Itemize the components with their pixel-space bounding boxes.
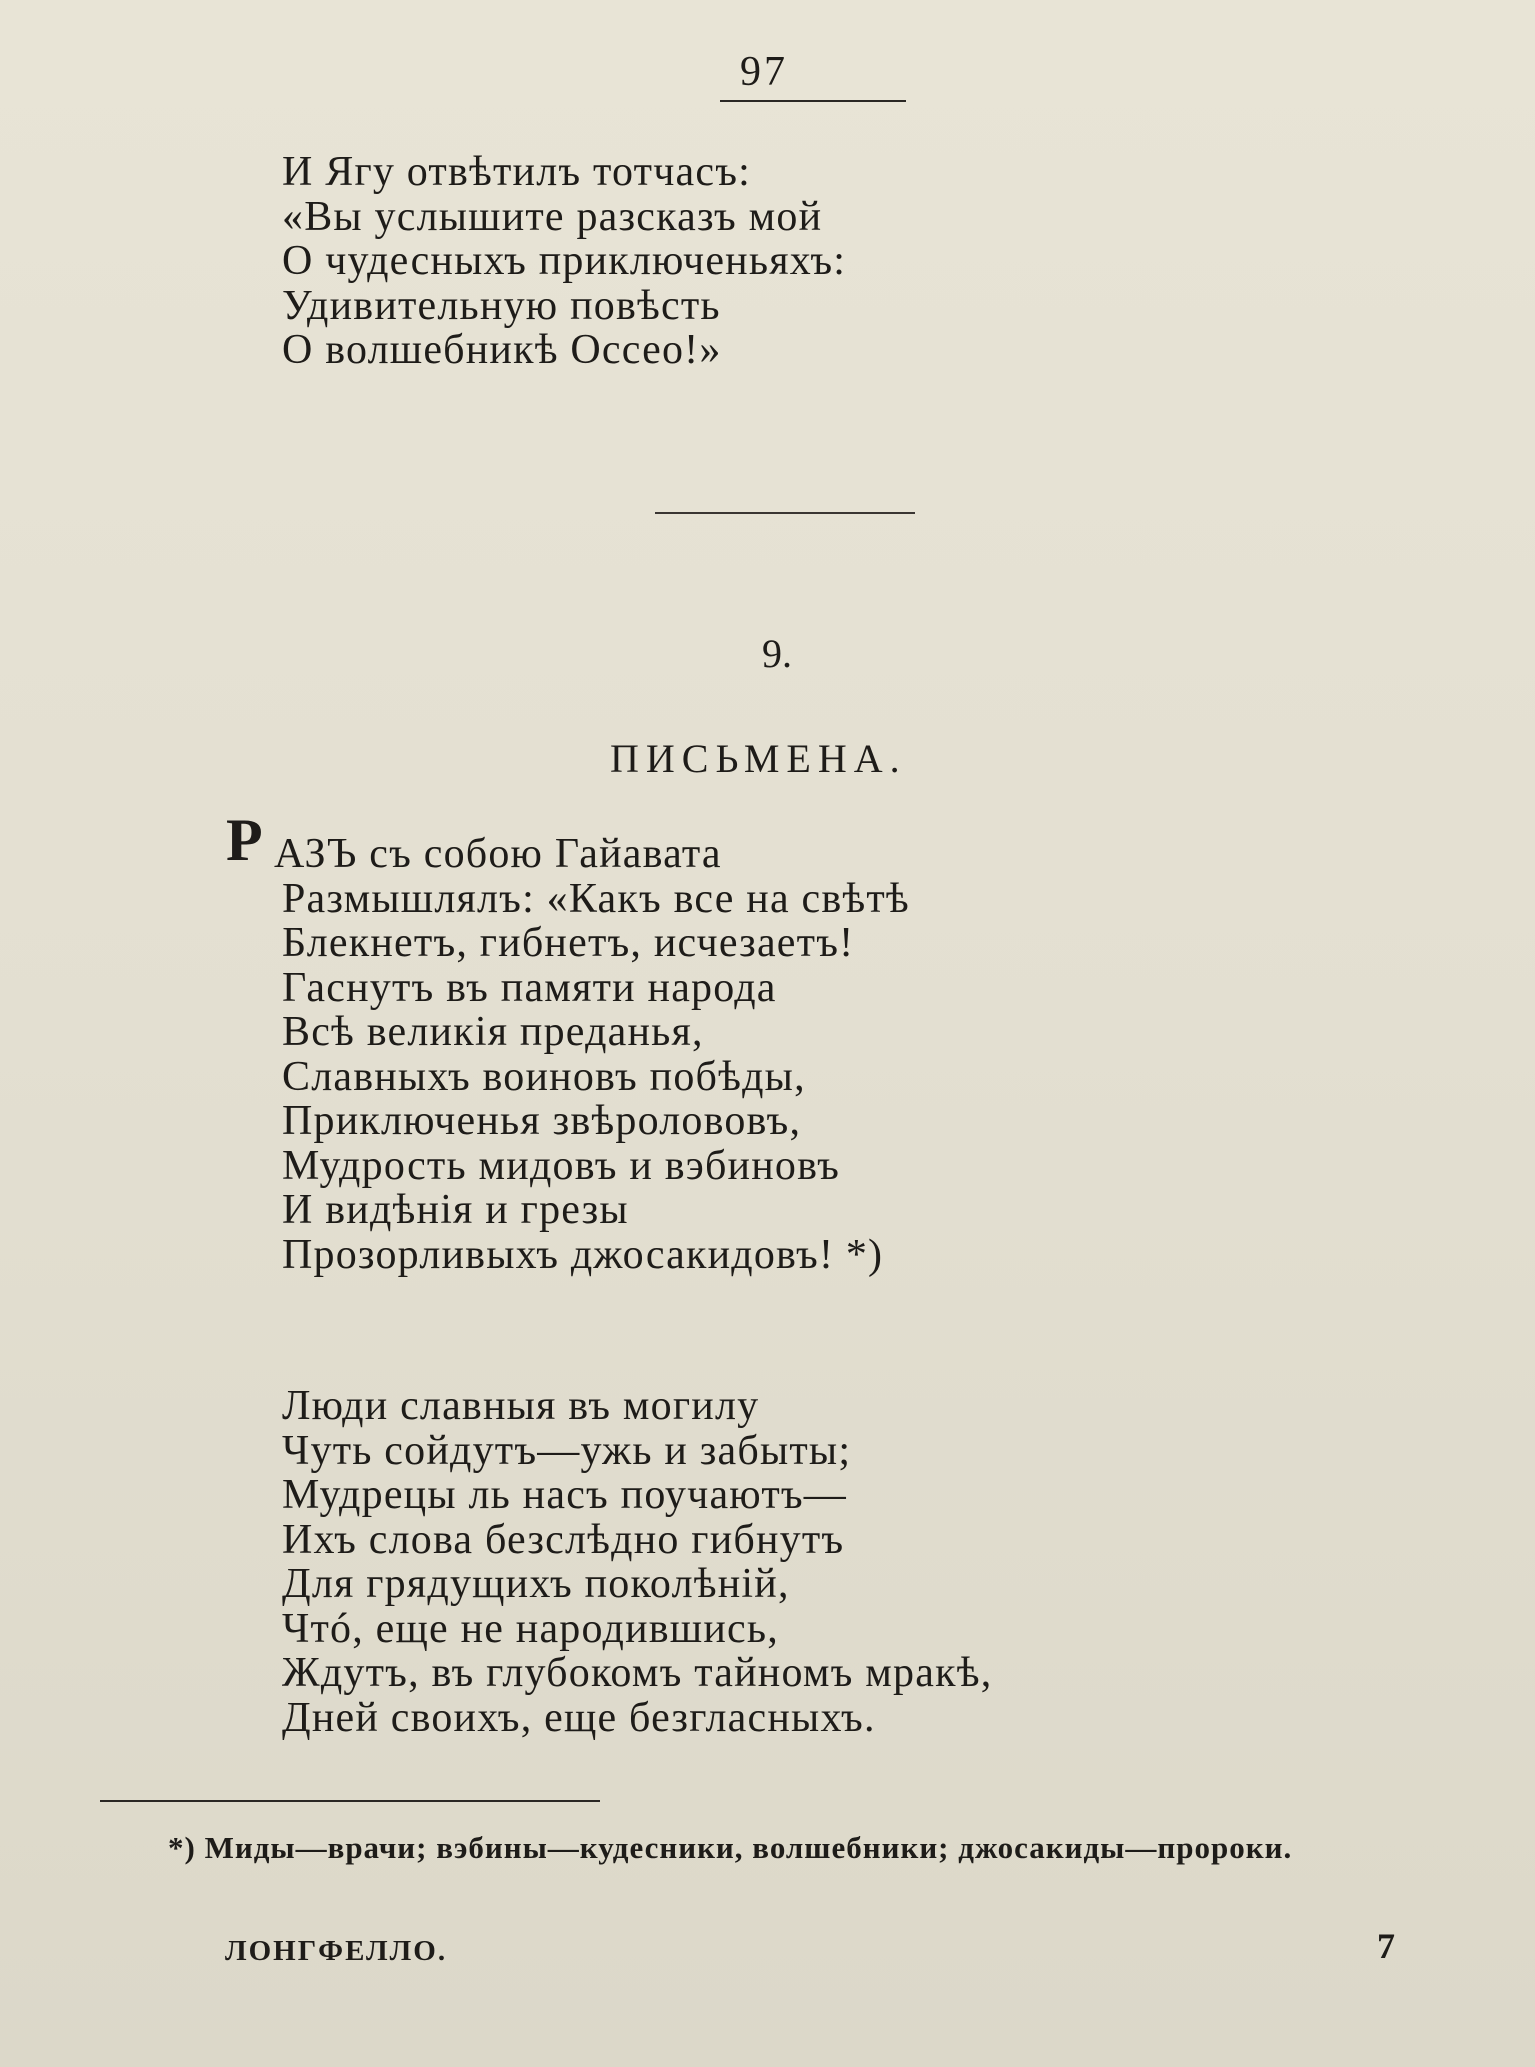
verse-line: Для грядущихъ поколѣній, xyxy=(282,1561,790,1607)
verse-line: «Вы услышите разсказъ мой xyxy=(282,193,823,240)
verse-line: АЗЪ съ собою Гайавата xyxy=(274,831,722,877)
verse-line: Размышлялъ: «Какъ все на свѣтѣ xyxy=(282,875,910,922)
page-number-rule xyxy=(720,100,906,102)
section-divider xyxy=(655,512,915,514)
verse-line: И Ягу отвѣтилъ тотчасъ: xyxy=(282,149,752,195)
verse-line: Чтó, еще не народившись, xyxy=(282,1605,779,1652)
verse-line: Прозорливыхъ джосакидовъ! *) xyxy=(282,1231,884,1278)
verse-line: И видѣнія и грезы xyxy=(282,1187,629,1233)
stanza-1 xyxy=(274,831,910,1278)
stanza-2 xyxy=(282,1384,992,1740)
stanza-intro xyxy=(282,150,846,373)
verse-line: Ихъ слова безслѣдно гибнутъ xyxy=(282,1516,845,1563)
page-number: 97 xyxy=(740,49,788,95)
verse-line: Мудрецы ль насъ поучаютъ— xyxy=(282,1472,847,1518)
verse-line: Люди славныя въ могилу xyxy=(282,1383,760,1429)
footnote-rule xyxy=(100,1800,600,1802)
verse-line: Гаснутъ въ памяти народа xyxy=(282,964,777,1011)
verse-line: Блекнетъ, гибнетъ, исчезаетъ! xyxy=(282,920,855,966)
footnote: *) Миды—врачи; вэбины—кудесники, волшебники; джосакиды—пророки. xyxy=(168,1830,1293,1865)
verse-line: Всѣ великія преданья, xyxy=(282,1009,704,1055)
section-title: ПИСЬМЕНА. xyxy=(610,736,907,781)
verse-line: О волшебникѣ Оссео!» xyxy=(282,327,722,373)
drop-initial: Р xyxy=(226,807,263,873)
verse-line: Славныхъ воиновъ побѣды, xyxy=(282,1053,806,1100)
signature-mark: ЛОНГФЕЛЛО. xyxy=(225,1935,448,1967)
verse-line: Дней своихъ, еще безгласныхъ. xyxy=(282,1694,876,1741)
verse-line: О чудесныхъ приключеньяхъ: xyxy=(282,238,847,284)
verse-line: Ждутъ, въ глубокомъ тайномъ мракѣ, xyxy=(282,1650,993,1696)
verse-line: Удивительную повѣсть xyxy=(282,282,721,329)
section-number: 9. xyxy=(762,631,792,676)
signature-number: 7 xyxy=(1377,1926,1395,1966)
verse-line: Мудрость мидовъ и вэбиновъ xyxy=(282,1142,841,1189)
verse-line: Приключенья звѣролововъ, xyxy=(282,1098,802,1144)
verse-line: Чуть сойдутъ—ужь и забыты; xyxy=(282,1427,852,1474)
